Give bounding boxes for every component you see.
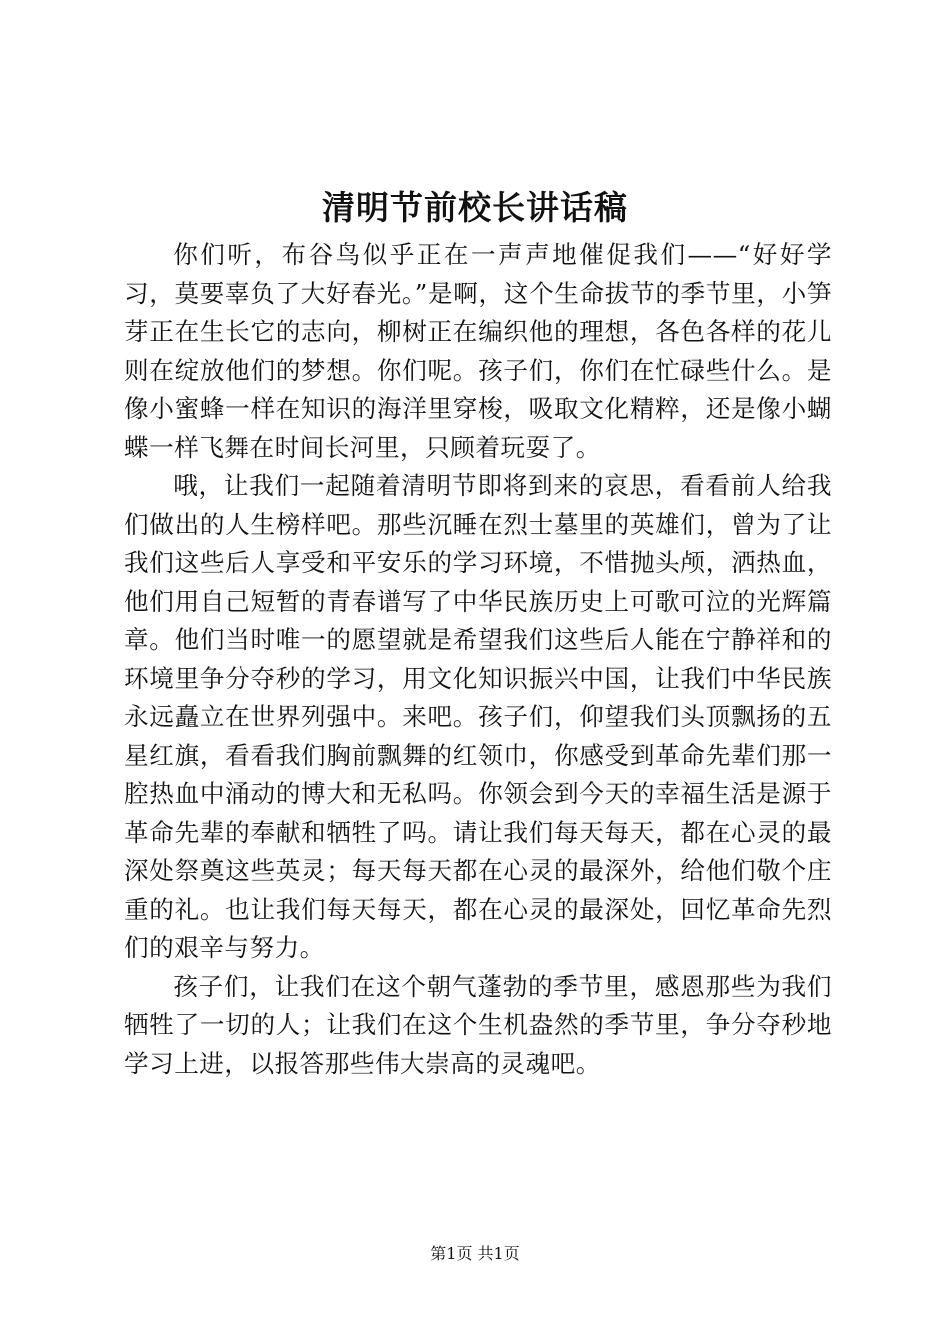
- page-footer: 第1页 共1页: [430, 1244, 520, 1263]
- paragraph-3: 孩子们，让我们在这个朝气蓬勃的季节里，感恩那些为我们牺牲了一切的人；让我们在这个生机盎然的季节里，争分夺秒地学习上进，以报答那些伟大崇高的灵魂吧。: [124, 971, 832, 1078]
- document-title: 清明节前校长讲话稿: [322, 188, 628, 227]
- document-body: [124, 236, 832, 1083]
- paragraph-1: 你们听，布谷鸟似乎正在一声声地催促我们——“好好学习，莫要辜负了大好春光。”是啊，这个生命拔节的季节里，小笋芽正在生长它的志向，柳树正在编织他的理想，各色各样的花儿则在绽放他们的梦想。你们呢。孩子们，你们在忙碌些什么。是像小蜜蜂一样在知识的海洋里穿梭，吸取文化精粹，还是像小蝴蝶一样飞舞在时间长河里，只顾着玩耍了。: [124, 240, 832, 462]
- paragraph-2: 哦，让我们一起随着清明节即将到来的哀思，看看前人给我们做出的人生榜样吧。那些沉睡在烈士墓里的英雄们，曾为了让我们这些后人享受和平安乐的学习环境，不惜抛头颅，洒热血，他们用自己短暂的青春谱写了中华民族历史上可歌可泣的光辉篇章。他们当时唯一的愿望就是希望我们这些后人能在宁静祥和的环境里争分夺秒的学习，用文化知识振兴中国，让我们中华民族永远矗立在世界列强中。来吧。孩子们，仰望我们头顶飘扬的五星红旗，看看我们胸前飘舞的红领巾，你感受到革命先辈们那一腔热血中涌动的博大和无私吗。你领会到今天的幸福生活是源于革命先辈的奉献和牺牲了吗。请让我们每天每天，都在心灵的最深处祭奠这些英灵；每天每天都在心灵的最深外，给他们敬个庄重的礼。也让我们每天每天，都在心灵的最深处，回忆革命先烈们的艰辛与努力。: [124, 471, 832, 962]
